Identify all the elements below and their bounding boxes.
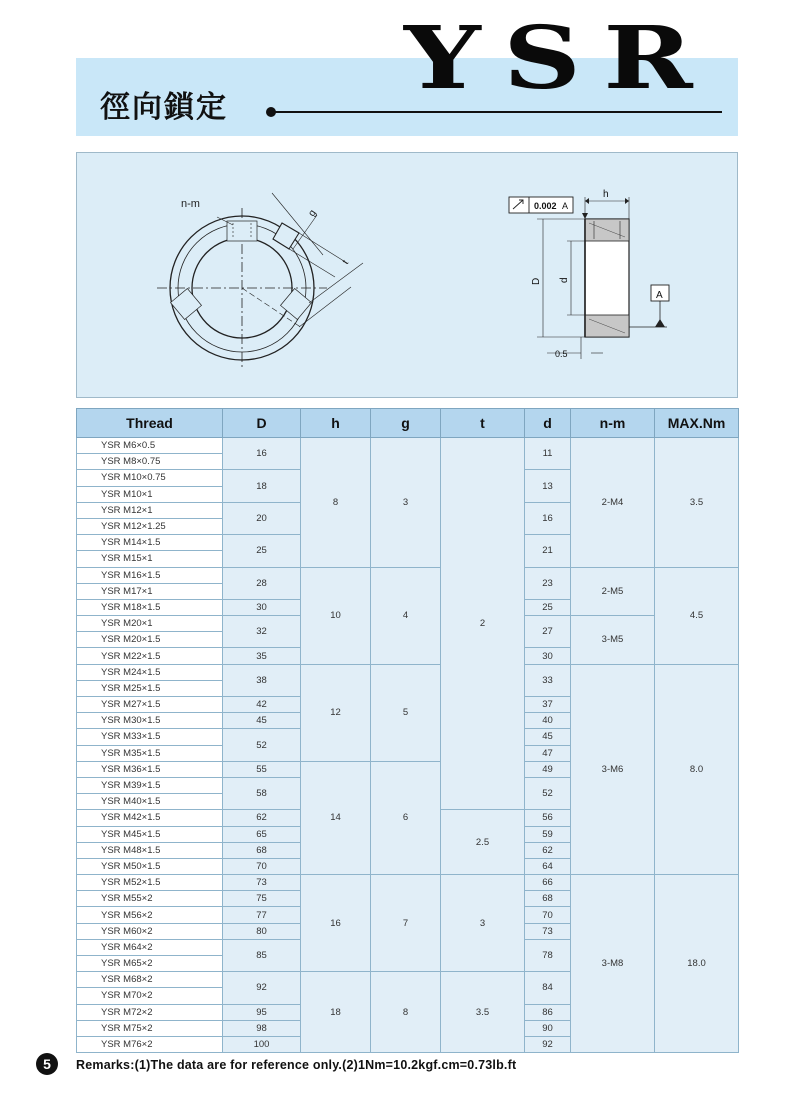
d-cell: 52: [525, 777, 571, 809]
thread-cell: YSR M14×1.5: [77, 535, 223, 551]
D-cell: 85: [223, 939, 301, 971]
d-cell: 13: [525, 470, 571, 502]
D-cell: 92: [223, 972, 301, 1004]
thread-cell: YSR M45×1.5: [77, 826, 223, 842]
d-cell: 16: [525, 502, 571, 534]
nm-cell: 3-M6: [571, 664, 655, 874]
front-view: [157, 193, 363, 368]
table-row: [77, 664, 739, 680]
col-t: t: [441, 409, 525, 438]
d-label: d: [559, 277, 570, 283]
page-title: 徑向鎖定: [100, 90, 228, 125]
D-cell: 18: [223, 470, 301, 502]
offset-label: 0.5: [555, 349, 568, 359]
d-cell: 37: [525, 697, 571, 713]
d-cell: 47: [525, 745, 571, 761]
thread-cell: YSR M18×1.5: [77, 599, 223, 615]
thread-cell: YSR M64×2: [77, 939, 223, 955]
h-label: h: [603, 189, 609, 200]
d-cell: 33: [525, 664, 571, 696]
nm-cell: 3-M5: [571, 616, 655, 665]
h-cell: 8: [301, 438, 371, 568]
d-cell: 11: [525, 438, 571, 470]
d-cell: 64: [525, 858, 571, 874]
tolerance-value: 0.002: [534, 201, 557, 211]
g-cell: 8: [371, 972, 441, 1053]
g-cell: 5: [371, 664, 441, 761]
thread-cell: YSR M55×2: [77, 891, 223, 907]
d-cell: 86: [525, 1004, 571, 1020]
brand-logo: YSR: [404, 8, 716, 109]
t-label: t: [340, 258, 352, 267]
thread-cell: YSR M50×1.5: [77, 858, 223, 874]
thread-cell: YSR M10×1: [77, 486, 223, 502]
col-nm: n-m: [571, 409, 655, 438]
thread-cell: YSR M20×1.5: [77, 632, 223, 648]
thread-cell: YSR M65×2: [77, 956, 223, 972]
d-cell: 70: [525, 907, 571, 923]
spec-table: [76, 408, 739, 1053]
t-cell: 3: [441, 875, 525, 972]
d-cell: 84: [525, 972, 571, 1004]
thread-cell: YSR M72×2: [77, 1004, 223, 1020]
d-cell: 25: [525, 599, 571, 615]
g-cell: 4: [371, 567, 441, 664]
D-cell: 52: [223, 729, 301, 761]
thread-cell: YSR M25×1.5: [77, 680, 223, 696]
technical-drawing: [76, 152, 738, 398]
D-cell: 68: [223, 842, 301, 858]
d-cell: 49: [525, 761, 571, 777]
nm-cell: 2-M4: [571, 438, 655, 568]
thread-cell: YSR M33×1.5: [77, 729, 223, 745]
D-cell: 32: [223, 616, 301, 648]
nm-cell: 2-M5: [571, 567, 655, 616]
h-cell: 14: [301, 761, 371, 874]
d-cell: 27: [525, 616, 571, 648]
thread-cell: YSR M56×2: [77, 907, 223, 923]
D-label: D: [531, 277, 542, 285]
thread-cell: YSR M15×1: [77, 551, 223, 567]
D-cell: 28: [223, 567, 301, 599]
d-cell: 45: [525, 729, 571, 745]
thread-cell: YSR M12×1: [77, 502, 223, 518]
h-cell: 18: [301, 972, 371, 1053]
d-cell: 66: [525, 875, 571, 891]
D-cell: 25: [223, 535, 301, 567]
d-cell: 23: [525, 567, 571, 599]
d-cell: 90: [525, 1020, 571, 1036]
D-cell: 42: [223, 697, 301, 713]
thread-cell: YSR M36×1.5: [77, 761, 223, 777]
g-label: g: [306, 207, 319, 219]
d-cell: 59: [525, 826, 571, 842]
g-cell: 6: [371, 761, 441, 874]
thread-cell: YSR M30×1.5: [77, 713, 223, 729]
max-nm-cell: 3.5: [655, 438, 739, 568]
D-cell: 20: [223, 502, 301, 534]
h-cell: 10: [301, 567, 371, 664]
t-cell: 2: [441, 438, 525, 810]
thread-cell: YSR M48×1.5: [77, 842, 223, 858]
nm-label: n-m: [181, 198, 200, 210]
thread-cell: YSR M35×1.5: [77, 745, 223, 761]
max-nm-cell: 4.5: [655, 567, 739, 664]
thread-cell: YSR M6×0.5: [77, 438, 223, 454]
col-d: d: [525, 409, 571, 438]
thread-cell: YSR M39×1.5: [77, 777, 223, 793]
thread-cell: YSR M70×2: [77, 988, 223, 1004]
thread-cell: YSR M17×1: [77, 583, 223, 599]
thread-cell: YSR M60×2: [77, 923, 223, 939]
d-cell: 92: [525, 1036, 571, 1052]
d-cell: 78: [525, 939, 571, 971]
D-cell: 65: [223, 826, 301, 842]
page-number: 5: [36, 1053, 58, 1075]
thread-cell: YSR M16×1.5: [77, 567, 223, 583]
D-cell: 95: [223, 1004, 301, 1020]
d-cell: 73: [525, 923, 571, 939]
thread-cell: YSR M42×1.5: [77, 810, 223, 826]
D-cell: 45: [223, 713, 301, 729]
t-cell: 2.5: [441, 810, 525, 875]
D-cell: 35: [223, 648, 301, 664]
d-cell: 21: [525, 535, 571, 567]
max-nm-cell: 8.0: [655, 664, 739, 874]
t-cell: 3.5: [441, 972, 525, 1053]
d-cell: 30: [525, 648, 571, 664]
col-h: h: [301, 409, 371, 438]
D-cell: 58: [223, 777, 301, 809]
D-cell: 62: [223, 810, 301, 826]
thread-cell: YSR M27×1.5: [77, 697, 223, 713]
remarks-text: Remarks:(1)The data are for reference only.(2)1Nm=10.2kgf.cm=0.73lb.ft: [76, 1058, 517, 1072]
thread-cell: YSR M24×1.5: [77, 664, 223, 680]
D-cell: 100: [223, 1036, 301, 1052]
tolerance-datum: A: [562, 201, 569, 211]
h-cell: 16: [301, 875, 371, 972]
table-row: [77, 438, 739, 454]
title-rule: [272, 111, 722, 113]
h-cell: 12: [301, 664, 371, 761]
d-cell: 56: [525, 810, 571, 826]
table-row: [77, 875, 739, 891]
d-cell: 62: [525, 842, 571, 858]
header-row: [77, 409, 739, 438]
g-cell: 3: [371, 438, 441, 568]
col-max-nm: MAX.Nm: [655, 409, 739, 438]
d-cell: 68: [525, 891, 571, 907]
D-cell: 55: [223, 761, 301, 777]
thread-cell: YSR M8×0.75: [77, 454, 223, 470]
datum-ref: A: [656, 290, 663, 301]
col-g: g: [371, 409, 441, 438]
col-D: D: [223, 409, 301, 438]
thread-cell: YSR M76×2: [77, 1036, 223, 1052]
D-cell: 80: [223, 923, 301, 939]
thread-cell: YSR M68×2: [77, 972, 223, 988]
D-cell: 73: [223, 875, 301, 891]
thread-cell: YSR M20×1: [77, 616, 223, 632]
drawing-svg: [77, 153, 739, 399]
max-nm-cell: 18.0: [655, 875, 739, 1053]
col-thread: Thread: [77, 409, 223, 438]
D-cell: 38: [223, 664, 301, 696]
thread-cell: YSR M10×0.75: [77, 470, 223, 486]
D-cell: 75: [223, 891, 301, 907]
thread-cell: YSR M75×2: [77, 1020, 223, 1036]
thread-cell: YSR M40×1.5: [77, 794, 223, 810]
D-cell: 77: [223, 907, 301, 923]
D-cell: 98: [223, 1020, 301, 1036]
thread-cell: YSR M12×1.25: [77, 518, 223, 534]
table-row: [77, 567, 739, 583]
thread-cell: YSR M22×1.5: [77, 648, 223, 664]
g-cell: 7: [371, 875, 441, 972]
thread-cell: YSR M52×1.5: [77, 875, 223, 891]
D-cell: 16: [223, 438, 301, 470]
nm-cell: 3-M8: [571, 875, 655, 1053]
D-cell: 70: [223, 858, 301, 874]
d-cell: 40: [525, 713, 571, 729]
D-cell: 30: [223, 599, 301, 615]
